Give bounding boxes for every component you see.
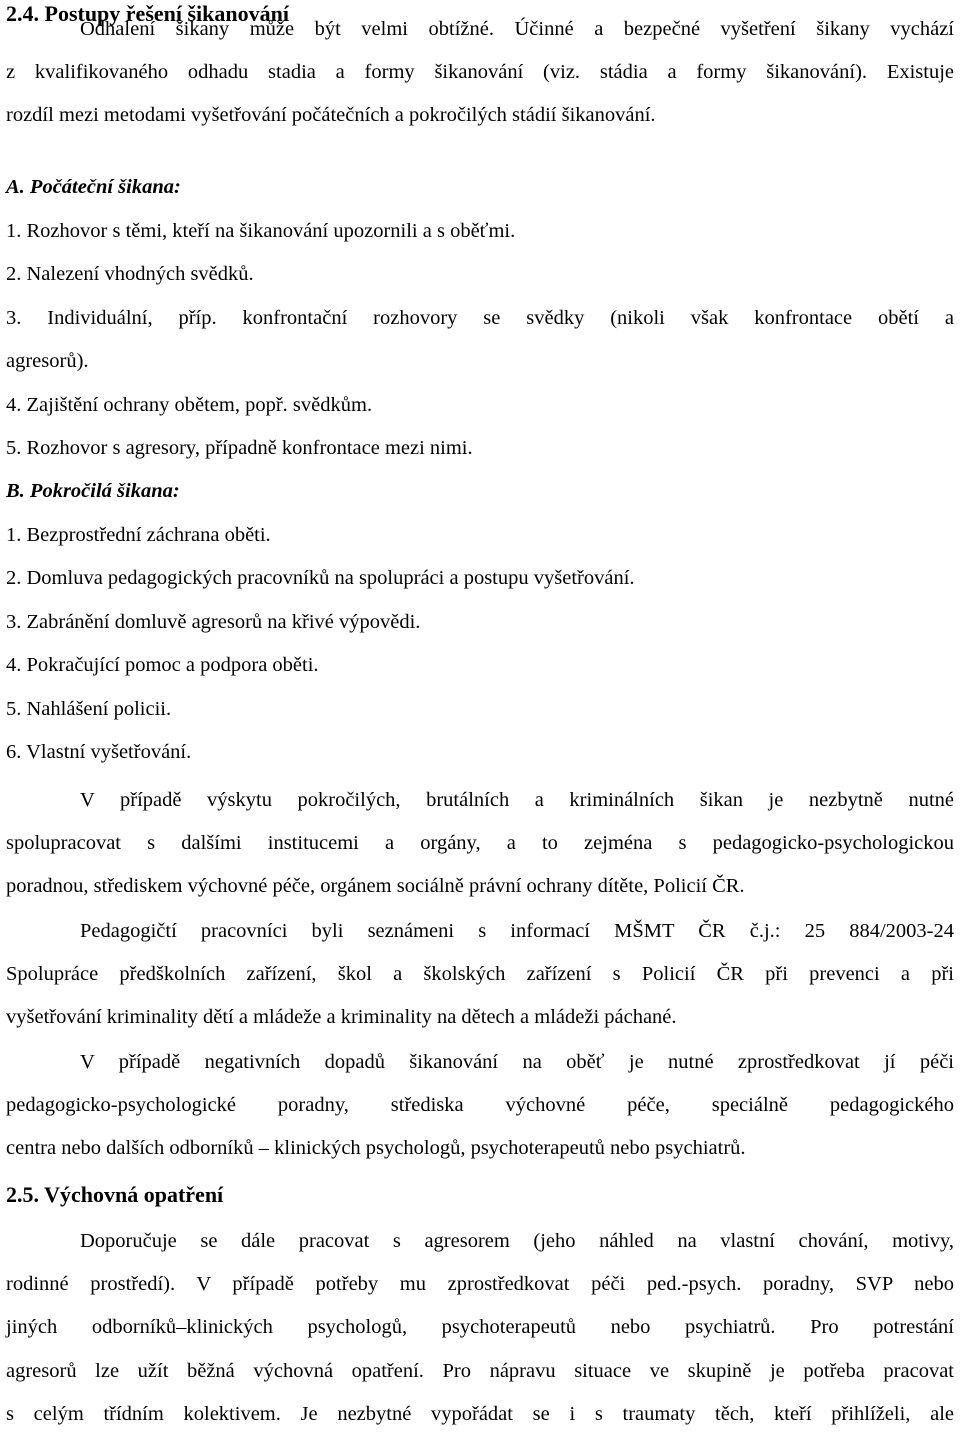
text-line: agresorů lze užít běžná výchovná opatření. Pro nápravu situace ve skupině je potřeba pracovat [6,1359,954,1382]
educational-measures-paragraph [6,1220,954,1436]
text-line: centra nebo dalších odborníků – klinických psychologů, psychoterapeutů nebo psychiatrů. [6,1137,746,1160]
text-line: V případě výskytu pokročilých, brutálních a kriminálních šikan je nezbytně nutné [80,789,954,811]
text-line: Pedagogičtí pracovníci byli seznámeni s informací MŠMT ČR č.j.: 25 884/2003-24 [80,920,954,942]
list-item: 2. Domluva pedagogických pracovníků na spolupráci a postupu vyšetřování. [6,567,635,589]
text-line: jiných odborníků–klinických psychologů, psychoterapeutů nebo psychiatrů. Pro potrestání [6,1316,954,1339]
intro-paragraph [6,8,954,138]
text-line: rodinné prostředí). V případě potřeby mu zprostředkovat péči ped.-psych. poradny, SVP nebo [6,1273,954,1296]
text-line: Odhalení šikany může být velmi obtížné. Účinné a bezpečné vyšetření šikany vychází [80,18,954,40]
list-item: 3. Zabránění domluvě agresorů na křivé výpovědi. [6,610,421,633]
list-item: 3. Individuální, příp. konfrontační rozhovory se svědky (nikoli však konfrontace obětí a [6,306,954,329]
msmt-paragraph [6,910,954,1040]
section-heading-2-5: 2.5. Výchovná opatření [6,1182,224,1207]
subheading-advanced-bullying: B. Pokročilá šikana: [6,480,180,502]
list-item: 1. Bezprostřední záchrana oběti. [6,523,271,546]
initial-bullying-list [6,166,954,471]
advanced-bullying-list [6,470,954,775]
text-line: s celým třídním kolektivem. Je nezbytné vypořádat se i s traumaty těch, kteří přihlíželi, ale [6,1402,954,1425]
list-item: 4. Zajištění ochrany obětem, popř. svědkům. [6,393,373,416]
list-item: 5. Nahlášení policii. [6,697,172,720]
list-item: agresorů). [6,350,89,372]
text-line: Spolupráce předškolních zařízení, škol a školských zařízení s Policií ČR při prevenci a při [6,963,954,986]
text-line: rozdíl mezi metodami vyšetřování počátečních a pokročilých stádií šikanování. [6,104,656,127]
victim-care-paragraph [6,1041,954,1171]
text-line: z kvalifikovaného odhadu stadia a formy šikanování (viz. stádia a formy šikanování). Existuje [6,61,954,84]
list-item: 2. Nalezení vhodných svědků. [6,263,254,285]
text-line: vyšetřování kriminality dětí a mládeže a kriminality na dětech a mládeži páchané. [6,1006,677,1029]
text-line: spolupracovat s dalšími institucemi a orgány, a to zejména s pedagogicko-psychologickou [6,832,954,855]
text-line: V případě negativních dopadů šikanování na oběť je nutné zprostředkovat jí péči [80,1051,954,1073]
text-line: poradnou, střediskem výchovné péče, orgánem sociálně právní ochrany dítěte, Policií ČR. [6,875,745,898]
list-item: 4. Pokračující pomoc a podpora oběti. [6,654,319,676]
subheading-initial-bullying: A. Počáteční šikana: [6,176,181,198]
section-heading-2-4: 2.4. Postupy řešení šikanování [6,1,289,26]
list-item: 5. Rozhovor s agresory, případně konfrontace mezi nimi. [6,437,473,459]
text-line: pedagogicko-psychologické poradny, střediska výchovné péče, speciálně pedagogického [6,1094,954,1117]
advanced-cooperation-paragraph [6,779,954,909]
list-item: 6. Vlastní vyšetřování. [6,741,192,763]
text-line: Doporučuje se dále pracovat s agresorem (jeho náhled na vlastní chování, motivy, [80,1230,954,1252]
list-item: 1. Rozhovor s těmi, kteří na šikanování upozornili a s oběťmi. [6,219,516,242]
